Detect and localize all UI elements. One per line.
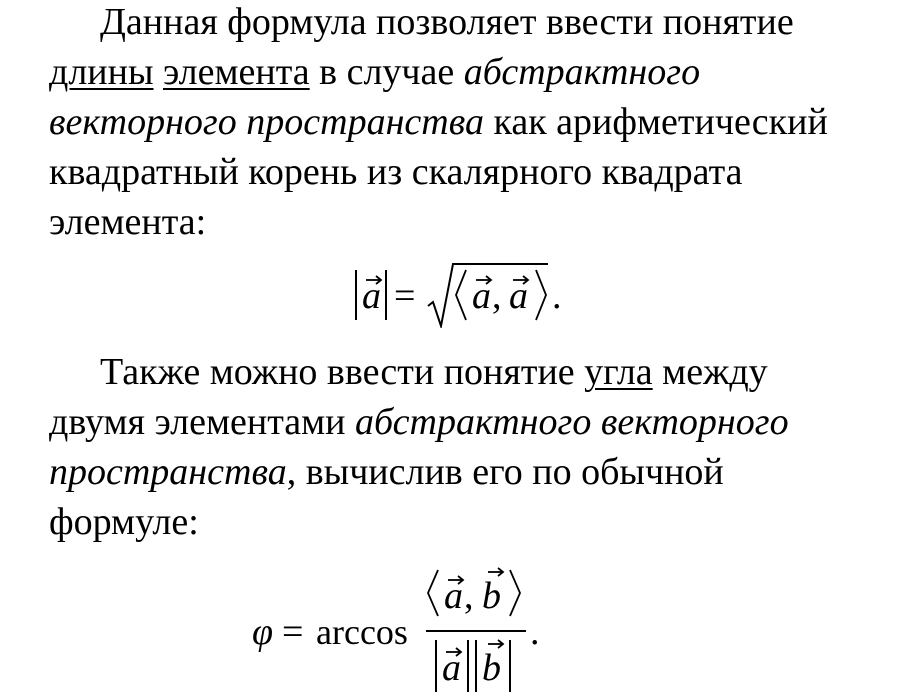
formula1-equals: = [394, 275, 416, 317]
paragraph1-line4 [49, 152, 743, 192]
paragraph2-line3-text: , вычислив его по обычной [286, 451, 724, 493]
paragraph2-line1-text2: между [652, 351, 768, 393]
paragraph2-line1 [100, 352, 768, 392]
formula1-period: . [552, 275, 562, 317]
angle-bracket-left [456, 270, 466, 320]
paragraph1-line5 [49, 202, 206, 242]
paragraph1-line1-text: Данная формула позволяет ввести понятие [100, 1, 794, 43]
paragraph2-line4 [49, 502, 199, 542]
term-angle: угла [584, 351, 653, 393]
formula2-num-b: b [482, 575, 501, 617]
paragraph1-line3-text: как арифметический [483, 101, 828, 143]
paragraph1-line2-text: в случае [309, 51, 464, 93]
paragraph1-line3-italic: векторного пространства [49, 101, 484, 143]
formula2-func: arccos [316, 612, 408, 652]
formula1-var-a3: a [509, 275, 528, 317]
paragraph2-line4-text: формуле: [49, 501, 199, 543]
formula2-equals: = [282, 611, 304, 653]
paragraph2-line3 [49, 452, 724, 492]
formula2-den-a: a [442, 647, 461, 689]
paragraph2-line2-text: двумя элементами [49, 401, 356, 443]
formula2-period: . [530, 611, 540, 653]
paragraph2-line3-italic: пространства [49, 451, 287, 493]
formula2-comma: , [464, 575, 474, 617]
paragraph2-line2 [49, 402, 789, 442]
paragraph2-line1-text: Также можно ввести понятие [100, 351, 585, 393]
numerator-angle-right [510, 570, 520, 616]
paragraph1-line2 [49, 52, 700, 92]
paragraph1-line1 [100, 2, 794, 42]
formula-angle [248, 562, 558, 696]
term-length: длины [49, 51, 154, 93]
term-element: элемента [163, 51, 310, 93]
paragraph1-line4-text: квадратный корень из скалярного квадрата [49, 151, 743, 193]
angle-bracket-right [536, 270, 546, 320]
numerator-angle-left [428, 570, 438, 616]
formula1-comma: , [492, 275, 502, 317]
paragraph1-line2-italic: абстрактного [463, 51, 701, 93]
paragraph1-line5-text: элемента: [49, 201, 207, 243]
formula-vector-length [340, 258, 580, 328]
formula2-den-b: b [482, 647, 501, 689]
formula1-var-a2: a [472, 275, 491, 317]
paragraph2-line2-italic: абстрактного векторного [355, 401, 789, 443]
formula1-var-a1: a [362, 275, 381, 317]
paragraph1-line3 [49, 102, 828, 142]
formula2-phi: φ [252, 611, 274, 653]
formula2-num-a: a [444, 575, 463, 617]
